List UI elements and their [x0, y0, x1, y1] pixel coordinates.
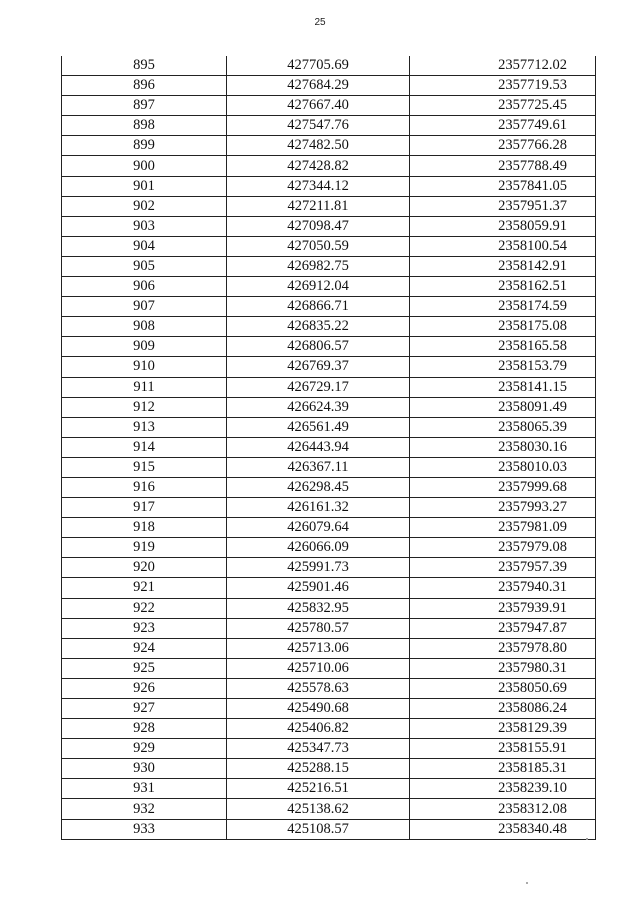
y-coordinate-cell: 2358129.39	[410, 719, 596, 739]
x-coordinate-cell: 425406.82	[227, 719, 410, 739]
table-row	[62, 498, 596, 518]
point-number-cell: 902	[62, 196, 227, 216]
x-coordinate-cell: 425713.06	[227, 638, 410, 658]
point-number-cell: 908	[62, 317, 227, 337]
point-number-cell: 930	[62, 759, 227, 779]
y-coordinate-cell: 2358153.79	[410, 357, 596, 377]
table-row	[62, 558, 596, 578]
table-row	[62, 719, 596, 739]
table-row	[62, 337, 596, 357]
point-number-cell: 909	[62, 337, 227, 357]
table-row	[62, 56, 596, 76]
x-coordinate-cell: 427211.81	[227, 196, 410, 216]
table-row	[62, 578, 596, 598]
x-coordinate-cell: 427344.12	[227, 176, 410, 196]
table-row	[62, 417, 596, 437]
y-coordinate-cell: 2358030.16	[410, 437, 596, 457]
y-coordinate-cell: 2358141.15	[410, 377, 596, 397]
point-number-cell: 917	[62, 498, 227, 518]
table-row	[62, 76, 596, 96]
x-coordinate-cell: 425832.95	[227, 598, 410, 618]
table-row	[62, 678, 596, 698]
x-coordinate-cell: 426835.22	[227, 317, 410, 337]
y-coordinate-cell: 2357978.80	[410, 638, 596, 658]
table-row	[62, 819, 596, 839]
y-coordinate-cell: 2357725.45	[410, 96, 596, 116]
y-coordinate-cell: 2357766.28	[410, 136, 596, 156]
x-coordinate-cell: 426806.57	[227, 337, 410, 357]
y-coordinate-cell: 2357980.31	[410, 658, 596, 678]
table-row	[62, 759, 596, 779]
y-coordinate-cell: 2357712.02	[410, 56, 596, 76]
point-number-cell: 926	[62, 678, 227, 698]
point-number-cell: 927	[62, 699, 227, 719]
table-row	[62, 598, 596, 618]
point-number-cell: 912	[62, 397, 227, 417]
y-coordinate-cell: 2358155.91	[410, 739, 596, 759]
y-coordinate-cell: 2358142.91	[410, 256, 596, 276]
scan-speck	[586, 838, 588, 840]
point-number-cell: 915	[62, 457, 227, 477]
point-number-cell: 905	[62, 256, 227, 276]
point-number-cell: 932	[62, 799, 227, 819]
point-number-cell: 920	[62, 558, 227, 578]
x-coordinate-cell: 426982.75	[227, 256, 410, 276]
table-row	[62, 216, 596, 236]
x-coordinate-cell: 426298.45	[227, 477, 410, 497]
x-coordinate-cell: 426161.32	[227, 498, 410, 518]
y-coordinate-cell: 2357999.68	[410, 477, 596, 497]
x-coordinate-cell: 425901.46	[227, 578, 410, 598]
point-number-cell: 911	[62, 377, 227, 397]
x-coordinate-cell: 425216.51	[227, 779, 410, 799]
y-coordinate-cell: 2358162.51	[410, 277, 596, 297]
point-number-cell: 916	[62, 477, 227, 497]
table-row	[62, 116, 596, 136]
scan-speck	[526, 882, 528, 884]
x-coordinate-cell: 425991.73	[227, 558, 410, 578]
y-coordinate-cell: 2357993.27	[410, 498, 596, 518]
point-number-cell: 919	[62, 538, 227, 558]
y-coordinate-cell: 2357788.49	[410, 156, 596, 176]
point-number-cell: 925	[62, 658, 227, 678]
table-row	[62, 277, 596, 297]
point-number-cell: 898	[62, 116, 227, 136]
table-row	[62, 96, 596, 116]
point-number-cell: 914	[62, 437, 227, 457]
x-coordinate-cell: 425578.63	[227, 678, 410, 698]
x-coordinate-cell: 426624.39	[227, 397, 410, 417]
table-row	[62, 297, 596, 317]
table-row	[62, 739, 596, 759]
table-row	[62, 397, 596, 417]
point-number-cell: 901	[62, 176, 227, 196]
y-coordinate-cell: 2358175.08	[410, 317, 596, 337]
coordinates-table-body	[62, 56, 596, 839]
table-row	[62, 156, 596, 176]
x-coordinate-cell: 427098.47	[227, 216, 410, 236]
table-row	[62, 538, 596, 558]
x-coordinate-cell: 426066.09	[227, 538, 410, 558]
y-coordinate-cell: 2358065.39	[410, 417, 596, 437]
x-coordinate-cell: 425138.62	[227, 799, 410, 819]
y-coordinate-cell: 2358340.48	[410, 819, 596, 839]
table-row	[62, 638, 596, 658]
table-row	[62, 477, 596, 497]
x-coordinate-cell: 427705.69	[227, 56, 410, 76]
point-number-cell: 923	[62, 618, 227, 638]
y-coordinate-cell: 2358312.08	[410, 799, 596, 819]
y-coordinate-cell: 2357981.09	[410, 518, 596, 538]
point-number-cell: 895	[62, 56, 227, 76]
x-coordinate-cell: 427050.59	[227, 236, 410, 256]
y-coordinate-cell: 2358185.31	[410, 759, 596, 779]
x-coordinate-cell: 426561.49	[227, 417, 410, 437]
table-row	[62, 658, 596, 678]
table-row	[62, 176, 596, 196]
table-row	[62, 799, 596, 819]
table-row	[62, 377, 596, 397]
y-coordinate-cell: 2357719.53	[410, 76, 596, 96]
point-number-cell: 903	[62, 216, 227, 236]
x-coordinate-cell: 425780.57	[227, 618, 410, 638]
y-coordinate-cell: 2357951.37	[410, 196, 596, 216]
x-coordinate-cell: 427547.76	[227, 116, 410, 136]
x-coordinate-cell: 426367.11	[227, 457, 410, 477]
coordinates-table	[61, 56, 596, 840]
y-coordinate-cell: 2358091.49	[410, 397, 596, 417]
y-coordinate-cell: 2358086.24	[410, 699, 596, 719]
y-coordinate-cell: 2357940.31	[410, 578, 596, 598]
table-row	[62, 779, 596, 799]
y-coordinate-cell: 2357939.91	[410, 598, 596, 618]
x-coordinate-cell: 427684.29	[227, 76, 410, 96]
x-coordinate-cell: 425108.57	[227, 819, 410, 839]
point-number-cell: 928	[62, 719, 227, 739]
table-row	[62, 518, 596, 538]
point-number-cell: 918	[62, 518, 227, 538]
point-number-cell: 922	[62, 598, 227, 618]
y-coordinate-cell: 2358165.58	[410, 337, 596, 357]
table-row	[62, 236, 596, 256]
point-number-cell: 900	[62, 156, 227, 176]
y-coordinate-cell: 2358174.59	[410, 297, 596, 317]
point-number-cell: 921	[62, 578, 227, 598]
x-coordinate-cell: 426866.71	[227, 297, 410, 317]
point-number-cell: 899	[62, 136, 227, 156]
table-row	[62, 437, 596, 457]
table-row	[62, 457, 596, 477]
y-coordinate-cell: 2357957.39	[410, 558, 596, 578]
y-coordinate-cell: 2358010.03	[410, 457, 596, 477]
point-number-cell: 929	[62, 739, 227, 759]
x-coordinate-cell: 425710.06	[227, 658, 410, 678]
y-coordinate-cell: 2358050.69	[410, 678, 596, 698]
x-coordinate-cell: 425490.68	[227, 699, 410, 719]
table-row	[62, 256, 596, 276]
table-row	[62, 699, 596, 719]
x-coordinate-cell: 426912.04	[227, 277, 410, 297]
point-number-cell: 897	[62, 96, 227, 116]
point-number-cell: 907	[62, 297, 227, 317]
point-number-cell: 933	[62, 819, 227, 839]
x-coordinate-cell: 426729.17	[227, 377, 410, 397]
table-row	[62, 196, 596, 216]
table-row	[62, 136, 596, 156]
y-coordinate-cell: 2358239.10	[410, 779, 596, 799]
x-coordinate-cell: 426079.64	[227, 518, 410, 538]
x-coordinate-cell: 426443.94	[227, 437, 410, 457]
y-coordinate-cell: 2358059.91	[410, 216, 596, 236]
point-number-cell: 924	[62, 638, 227, 658]
x-coordinate-cell: 427482.50	[227, 136, 410, 156]
y-coordinate-cell: 2357749.61	[410, 116, 596, 136]
page-number: 25	[314, 17, 326, 28]
point-number-cell: 896	[62, 76, 227, 96]
x-coordinate-cell: 427667.40	[227, 96, 410, 116]
point-number-cell: 906	[62, 277, 227, 297]
x-coordinate-cell: 425347.73	[227, 739, 410, 759]
x-coordinate-cell: 427428.82	[227, 156, 410, 176]
point-number-cell: 910	[62, 357, 227, 377]
y-coordinate-cell: 2357947.87	[410, 618, 596, 638]
table-row	[62, 317, 596, 337]
table-row	[62, 618, 596, 638]
point-number-cell: 931	[62, 779, 227, 799]
x-coordinate-cell: 426769.37	[227, 357, 410, 377]
y-coordinate-cell: 2357841.05	[410, 176, 596, 196]
y-coordinate-cell: 2357979.08	[410, 538, 596, 558]
y-coordinate-cell: 2358100.54	[410, 236, 596, 256]
table-row	[62, 357, 596, 377]
point-number-cell: 904	[62, 236, 227, 256]
point-number-cell: 913	[62, 417, 227, 437]
x-coordinate-cell: 425288.15	[227, 759, 410, 779]
